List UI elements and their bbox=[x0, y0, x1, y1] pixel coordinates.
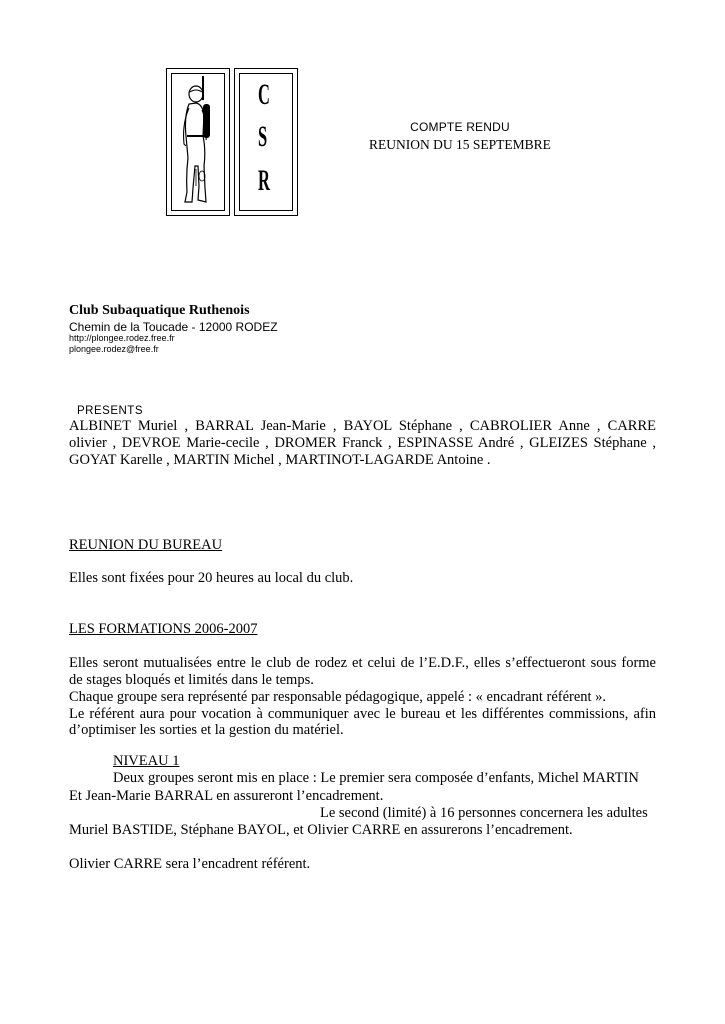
diver-icon bbox=[172, 74, 222, 208]
logo-letter-r: R bbox=[258, 164, 270, 197]
formations-p3-line-2: d’optimiser les sorties et la gestion du matériel. bbox=[69, 722, 344, 738]
formations-p3-line-1: Le référent aura pour vocation à communiquer avec le bureau et les différentes commissions, afin bbox=[69, 706, 656, 722]
meeting-title: REUNION DU 15 SEPTEMBRE bbox=[369, 137, 551, 152]
formations-conclusion: Olivier CARRE sera l’encadrent référent. bbox=[69, 856, 311, 872]
club-email: plongee.rodez@free.fr bbox=[69, 344, 159, 354]
niveau1-line-2: Et Jean-Marie BARRAL en assureront l’encadrement. bbox=[69, 788, 384, 804]
report-type: COMPTE RENDU bbox=[410, 120, 510, 134]
formations-p1-line-1: Elles seront mutualisées entre le club de rodez et celui de l’E.D.F., elles s’effectueront sous forme bbox=[69, 655, 656, 671]
niveau1-line-4: Muriel BASTIDE, Stéphane BAYOL, et Olivier CARRE en assurerons l’encadrement. bbox=[69, 822, 573, 838]
bureau-text: Elles sont fixées pour 20 heures au local du club. bbox=[69, 570, 354, 586]
bureau-heading: REUNION DU BUREAU bbox=[69, 537, 223, 553]
club-url: http://plongee.rodez.free.fr bbox=[69, 333, 175, 343]
niveau1-line-3: Le second (limité) à 16 personnes concernera les adultes bbox=[320, 805, 648, 821]
presents-heading: PRESENTS bbox=[77, 405, 143, 417]
niveau1-heading: NIVEAU 1 bbox=[113, 753, 180, 769]
niveau1-line-1: Deux groupes seront mis en place : Le premier sera composée d’enfants, Michel MARTIN bbox=[113, 770, 639, 786]
presents-line-1: ALBINET Muriel , BARRAL Jean-Marie , BAYOL Stéphane , CABROLIER Anne , CARRE bbox=[69, 418, 656, 434]
formations-heading: LES FORMATIONS 2006-2007 bbox=[69, 621, 258, 637]
logo-letter-c: C bbox=[258, 78, 270, 111]
club-name: Club Subaquatique Ruthenois bbox=[69, 303, 250, 318]
club-address: Chemin de la Toucade - 12000 RODEZ bbox=[69, 320, 278, 334]
presents-line-2: olivier , DEVROE Marie-cecile , DROMER Franck , ESPINASSE André , GLEIZES Stéphane , bbox=[69, 435, 656, 451]
formations-p1-line-2: de stages bloqués et limités dans le temps. bbox=[69, 672, 314, 688]
logo-letter-s: S bbox=[258, 120, 268, 153]
formations-p2: Chaque groupe sera représenté par responsable pédagogique, appelé : « encadrant référent ». bbox=[69, 689, 607, 705]
presents-line-3: GOYAT Karelle , MARTIN Michel , MARTINOT-LAGARDE Antoine . bbox=[69, 452, 491, 468]
